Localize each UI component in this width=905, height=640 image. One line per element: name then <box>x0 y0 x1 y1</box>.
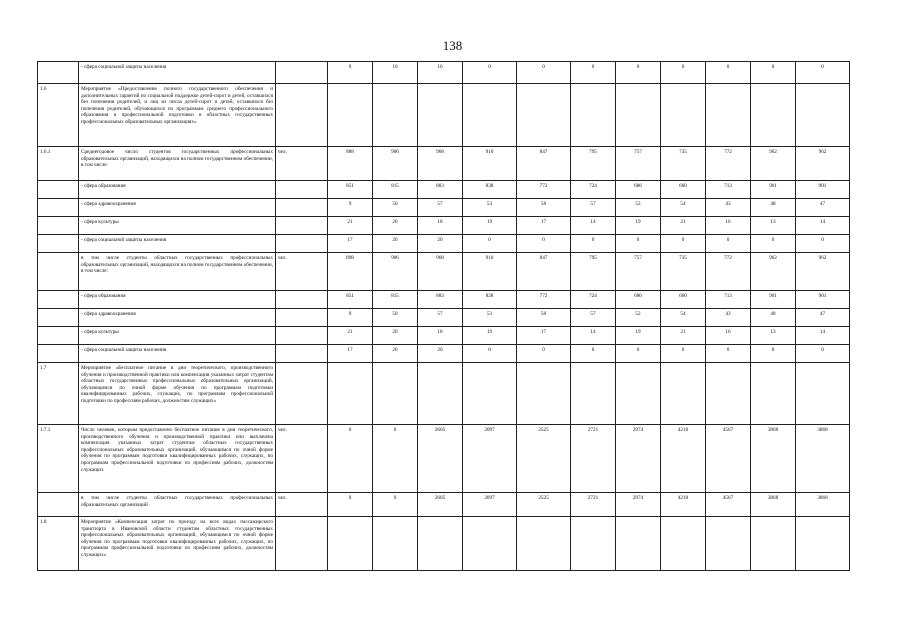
value-cell: 0 <box>751 62 796 84</box>
row-code <box>38 253 79 291</box>
value-cell <box>661 517 706 571</box>
value-cell: 43 <box>706 199 751 217</box>
row-unit <box>276 327 328 345</box>
value-cell: 772 <box>517 181 571 199</box>
value-cell <box>373 363 418 425</box>
value-cell <box>463 517 517 571</box>
value-cell: 0 <box>661 345 706 363</box>
row-code <box>38 309 79 327</box>
value-cell: 0 <box>571 62 616 84</box>
value-cell: 16 <box>418 62 463 84</box>
value-cell: 57 <box>418 309 463 327</box>
value-cell: 13 <box>751 327 796 345</box>
value-cell: 4567 <box>706 425 751 493</box>
value-cell: 3868 <box>751 493 796 517</box>
value-cell: 0 <box>616 62 661 84</box>
value-cell: 57 <box>418 199 463 217</box>
value-cell: 0 <box>616 235 661 253</box>
value-cell: 0 <box>751 345 796 363</box>
value-cell: 14 <box>571 327 616 345</box>
value-cell: 58 <box>517 309 571 327</box>
row-unit <box>276 62 328 84</box>
row-code <box>38 235 79 253</box>
row-description: Мероприятие «Компенсация затрат по проезду на всех видах пассажирского транспорта в Ивановской области студентам областных государственных профессиональных образовательных организаций, обучающимся по очной форме обучения по программам подготовки квалифицированных рабочих, служащих, по программам профессиональной подготовки по профессиям рабочих, должностям служащих» <box>79 517 276 571</box>
value-cell: 757 <box>616 253 661 291</box>
row-unit <box>276 517 328 571</box>
value-cell: 9 <box>328 199 373 217</box>
value-cell: 906 <box>373 253 418 291</box>
page-number: 138 <box>442 38 463 53</box>
value-cell: 962 <box>751 253 796 291</box>
value-cell: 795 <box>571 147 616 181</box>
row-code <box>38 217 79 235</box>
value-cell: 50 <box>373 199 418 217</box>
value-cell <box>373 517 418 571</box>
value-cell: 4210 <box>661 425 706 493</box>
value-cell: 20 <box>373 235 418 253</box>
value-cell: 20 <box>418 235 463 253</box>
value-cell <box>616 363 661 425</box>
table-row <box>38 62 850 84</box>
value-cell: 847 <box>517 147 571 181</box>
value-cell: 962 <box>796 147 850 181</box>
value-cell <box>571 84 616 147</box>
value-cell: 20 <box>373 217 418 235</box>
table-row <box>38 327 850 345</box>
row-code: 1.7.1 <box>38 425 79 493</box>
table-row <box>38 147 850 181</box>
value-cell <box>706 517 751 571</box>
value-cell <box>706 84 751 147</box>
value-cell: 21 <box>328 217 373 235</box>
row-unit <box>276 291 328 309</box>
value-cell: 815 <box>373 291 418 309</box>
row-code: 1.6.1 <box>38 147 79 181</box>
value-cell: 0 <box>796 62 850 84</box>
value-cell <box>706 363 751 425</box>
row-description: в том числе студенты областных государственных профессиональных образовательных организаций <box>79 493 276 517</box>
row-description: - сфера образования <box>79 291 276 309</box>
value-cell: 901 <box>796 181 850 199</box>
value-cell: 0 <box>571 235 616 253</box>
value-cell <box>517 363 571 425</box>
value-cell: 883 <box>418 181 463 199</box>
value-cell: 2097 <box>463 493 517 517</box>
table-row <box>38 235 850 253</box>
row-description: - сфера здравоохранения <box>79 309 276 327</box>
row-unit: чел. <box>276 493 328 517</box>
row-unit <box>276 84 328 147</box>
value-cell: 851 <box>328 181 373 199</box>
value-cell: 14 <box>571 217 616 235</box>
table-row <box>38 181 850 199</box>
value-cell: 735 <box>661 147 706 181</box>
value-cell: 838 <box>463 181 517 199</box>
row-unit: чел. <box>276 253 328 291</box>
row-unit <box>276 345 328 363</box>
row-code <box>38 327 79 345</box>
value-cell: 2605 <box>418 425 463 493</box>
value-cell: 735 <box>661 253 706 291</box>
value-cell: 2097 <box>463 425 517 493</box>
value-cell: 660 <box>661 291 706 309</box>
value-cell: 14 <box>796 217 850 235</box>
row-unit: чел. <box>276 147 328 181</box>
value-cell: 43 <box>706 309 751 327</box>
value-cell: 47 <box>796 309 850 327</box>
value-cell <box>751 84 796 147</box>
row-code: 1.6 <box>38 84 79 147</box>
value-cell <box>517 517 571 571</box>
value-cell: 906 <box>373 147 418 181</box>
row-description: - сфера культуры <box>79 327 276 345</box>
value-cell <box>796 363 850 425</box>
value-cell: 20 <box>418 345 463 363</box>
value-cell: 0 <box>616 345 661 363</box>
row-unit <box>276 363 328 425</box>
value-cell: 962 <box>751 147 796 181</box>
value-cell: 2974 <box>616 425 661 493</box>
table-row <box>38 217 850 235</box>
value-cell: 50 <box>373 309 418 327</box>
value-cell: 815 <box>373 181 418 199</box>
value-cell: 3868 <box>751 425 796 493</box>
value-cell <box>328 84 373 147</box>
row-description: - сфера культуры <box>79 217 276 235</box>
value-cell: 0 <box>706 235 751 253</box>
value-cell: 19 <box>463 327 517 345</box>
row-code <box>38 493 79 517</box>
value-cell <box>796 517 850 571</box>
value-cell: 13 <box>751 217 796 235</box>
value-cell <box>418 84 463 147</box>
value-cell: 2721 <box>571 493 616 517</box>
value-cell: 17 <box>517 217 571 235</box>
table-row <box>38 253 850 291</box>
value-cell: 3868 <box>796 425 850 493</box>
row-code: 1.8 <box>38 517 79 571</box>
indicators-table <box>37 61 850 571</box>
value-cell <box>616 84 661 147</box>
value-cell: 713 <box>706 181 751 199</box>
row-code <box>38 181 79 199</box>
value-cell: 21 <box>328 327 373 345</box>
value-cell: 851 <box>328 291 373 309</box>
value-cell: 0 <box>661 235 706 253</box>
value-cell <box>418 517 463 571</box>
value-cell: 54 <box>661 309 706 327</box>
value-cell: 0 <box>328 493 373 517</box>
value-cell: 47 <box>796 199 850 217</box>
value-cell <box>661 84 706 147</box>
value-cell: 3868 <box>796 493 850 517</box>
table-row <box>38 345 850 363</box>
row-description: - сфера здравоохранения <box>79 199 276 217</box>
table-row <box>38 291 850 309</box>
value-cell: 0 <box>796 345 850 363</box>
value-cell: 0 <box>517 62 571 84</box>
value-cell: 52 <box>616 309 661 327</box>
value-cell: 2605 <box>418 493 463 517</box>
value-cell <box>661 363 706 425</box>
value-cell <box>616 517 661 571</box>
value-cell: 713 <box>706 291 751 309</box>
value-cell: 0 <box>661 62 706 84</box>
value-cell: 888 <box>328 147 373 181</box>
value-cell <box>328 517 373 571</box>
value-cell <box>373 84 418 147</box>
value-cell <box>463 84 517 147</box>
row-unit <box>276 309 328 327</box>
value-cell: 0 <box>463 62 517 84</box>
value-cell: 0 <box>373 493 418 517</box>
row-unit <box>276 199 328 217</box>
value-cell: 48 <box>751 199 796 217</box>
row-description: в том числе студенты областных государственных профессиональных образовательных организаций, находящихся на полном государственном обеспечении, в том числе: <box>79 253 276 291</box>
value-cell: 53 <box>463 309 517 327</box>
row-unit <box>276 235 328 253</box>
value-cell: 686 <box>616 181 661 199</box>
table-row <box>38 309 850 327</box>
value-cell: 0 <box>571 345 616 363</box>
row-description: Число человек, которым предоставлено бесплатное питание в дни теоретического, производственного обучения и производственной практики или выплачена компенсация указанных затрат студентам областных государственных профессиональных образовательных организаций, обучающимся по очной форме обучения по программам подготовки квалифицированных рабочих, служащих, по программам профессиональной подготовки по профессиям рабочих, должностям служащих <box>79 425 276 493</box>
value-cell <box>328 363 373 425</box>
row-code <box>38 199 79 217</box>
value-cell: 0 <box>463 345 517 363</box>
table-row <box>38 363 850 425</box>
row-unit <box>276 181 328 199</box>
row-description: - сфера образования <box>79 181 276 199</box>
value-cell: 828 <box>463 291 517 309</box>
value-cell <box>751 363 796 425</box>
value-cell: 968 <box>418 147 463 181</box>
value-cell: 58 <box>517 199 571 217</box>
value-cell: 4567 <box>706 493 751 517</box>
value-cell: 19 <box>616 327 661 345</box>
value-cell: 772 <box>706 253 751 291</box>
table-row <box>38 425 850 493</box>
value-cell <box>418 363 463 425</box>
row-description: - сфера социальной защиты населения <box>79 62 276 84</box>
table-row <box>38 84 850 147</box>
value-cell: 0 <box>751 235 796 253</box>
value-cell <box>517 84 571 147</box>
value-cell: 883 <box>418 291 463 309</box>
value-cell: 2721 <box>571 425 616 493</box>
table-row <box>38 517 850 571</box>
value-cell: 17 <box>328 345 373 363</box>
row-code: 1.7 <box>38 363 79 425</box>
value-cell: 724 <box>571 181 616 199</box>
value-cell: 20 <box>373 345 418 363</box>
value-cell: 2525 <box>517 493 571 517</box>
row-description: Мероприятие «Предоставление полного государственного обеспечения и дополнительных гарантий по социальной поддержке детей-сирот и детей, оставшихся без попечения родителей, и лиц из числа детей-сирот и детей, оставшихся без попечения родителей, обучающихся по программам среднего профессионального образования и профессиональной подготовки в областных государственных профессиональных образовательных организациях» <box>79 84 276 147</box>
row-unit: чел. <box>276 425 328 493</box>
value-cell: 48 <box>751 309 796 327</box>
value-cell: 17 <box>517 327 571 345</box>
value-cell: 847 <box>517 253 571 291</box>
value-cell: 0 <box>517 235 571 253</box>
value-cell: 10 <box>373 62 418 84</box>
value-cell: 898 <box>328 253 373 291</box>
value-cell: 0 <box>796 235 850 253</box>
row-description: Среднегодовое число студентов государственных профессиональных образовательных организаций, находящихся на полном государственном обеспечении, в том числе: <box>79 147 276 181</box>
value-cell: 0 <box>706 345 751 363</box>
row-unit <box>276 217 328 235</box>
value-cell: 16 <box>706 217 751 235</box>
value-cell: 795 <box>571 253 616 291</box>
value-cell: 910 <box>463 147 517 181</box>
table-row <box>38 493 850 517</box>
value-cell: 19 <box>616 217 661 235</box>
value-cell: 0 <box>463 235 517 253</box>
value-cell: 2525 <box>517 425 571 493</box>
row-code <box>38 62 79 84</box>
value-cell: 0 <box>328 425 373 493</box>
value-cell <box>751 517 796 571</box>
value-cell: 901 <box>796 291 850 309</box>
value-cell <box>796 84 850 147</box>
value-cell: 19 <box>463 217 517 235</box>
value-cell: 772 <box>517 291 571 309</box>
value-cell <box>463 363 517 425</box>
value-cell: 757 <box>616 147 661 181</box>
value-cell: 0 <box>706 62 751 84</box>
value-cell: 686 <box>616 291 661 309</box>
row-description: - сфера социальной защиты населения <box>79 345 276 363</box>
value-cell: 21 <box>661 217 706 235</box>
value-cell: 9 <box>328 309 373 327</box>
value-cell: 4210 <box>661 493 706 517</box>
row-description: - сфера социальной защиты населения <box>79 235 276 253</box>
row-description: Мероприятие «Бесплатное питание в дни теоретического, производственного обучения и производственной практики или компенсация указанных затрат студентам областных государственных профессиональных образовательных организаций, обучающимся по очной форме обучения по программам подготовки квалифицированных рабочих, служащих, по программам профессиональной подготовки по профессиям рабочих, должностям служащих» <box>79 363 276 425</box>
table-row <box>38 199 850 217</box>
value-cell: 0 <box>373 425 418 493</box>
row-code <box>38 291 79 309</box>
value-cell: 901 <box>751 291 796 309</box>
value-cell: 2974 <box>616 493 661 517</box>
value-cell: 57 <box>571 199 616 217</box>
value-cell: 772 <box>706 147 751 181</box>
row-code <box>38 345 79 363</box>
value-cell <box>571 363 616 425</box>
value-cell: 21 <box>661 327 706 345</box>
value-cell: 724 <box>571 291 616 309</box>
value-cell: 0 <box>517 345 571 363</box>
value-cell: 54 <box>661 199 706 217</box>
value-cell: 968 <box>418 253 463 291</box>
value-cell: 910 <box>463 253 517 291</box>
value-cell: 660 <box>661 181 706 199</box>
value-cell: 53 <box>463 199 517 217</box>
value-cell: 17 <box>328 235 373 253</box>
value-cell: 14 <box>796 327 850 345</box>
value-cell: 20 <box>373 327 418 345</box>
value-cell: 962 <box>796 253 850 291</box>
value-cell: 57 <box>571 309 616 327</box>
value-cell: 52 <box>616 199 661 217</box>
value-cell <box>571 517 616 571</box>
value-cell: 901 <box>751 181 796 199</box>
value-cell: 9 <box>328 62 373 84</box>
value-cell: 18 <box>418 217 463 235</box>
value-cell: 16 <box>706 327 751 345</box>
value-cell: 18 <box>418 327 463 345</box>
